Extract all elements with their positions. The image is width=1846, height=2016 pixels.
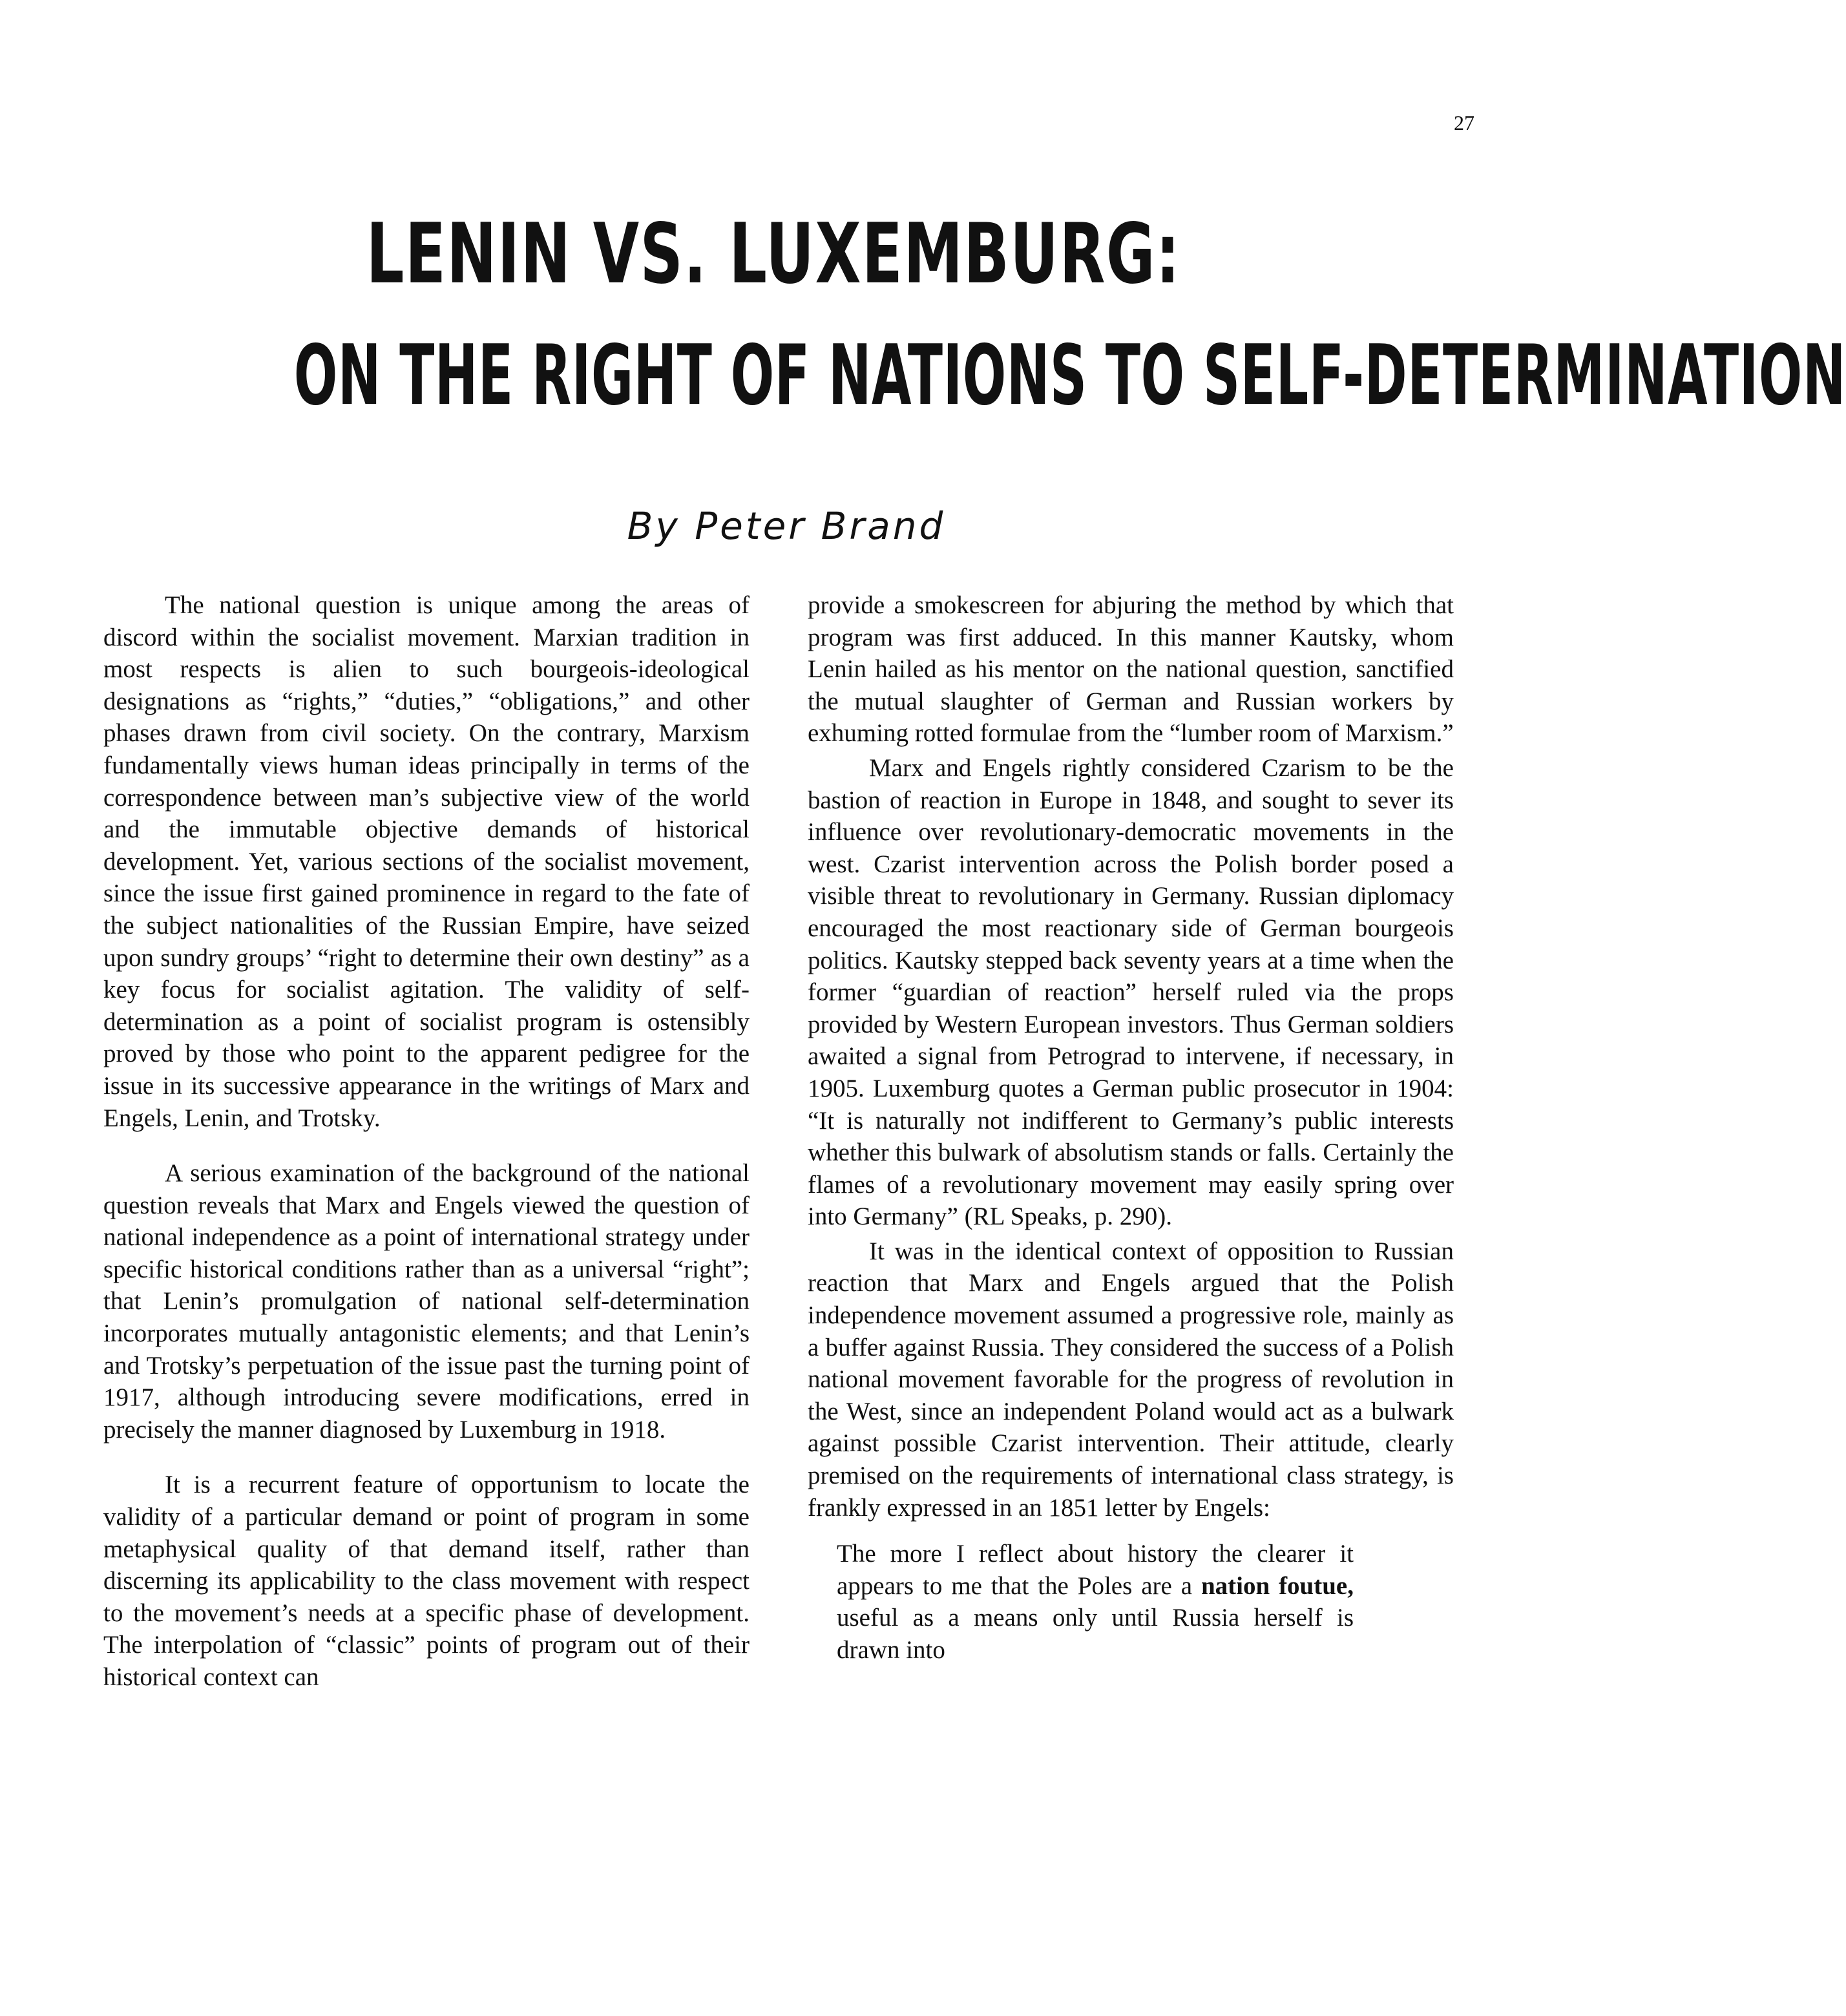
engels-quote <box>837 1538 1354 1666</box>
quote-text-start: The more I reflect about history the clearer it appears to me that the Poles are a <box>837 1540 1354 1600</box>
paragraph-polish-independence: It was in the identical context of opposition to Russian reaction that Marx and Engels argued that the Polish independence movement assumed a progressive role, mainly as a buffer against Russia. They considered the success of a Polish national movement favorable for the progress of revolution in the West, since an independent Poland would act as a bulwark against possible Czarist intervention. Their attitude, clearly premised on the requirements of international class strategy, is frankly expressed in an 1851 letter by Engels: <box>808 1237 1454 1522</box>
right-column <box>808 589 1454 1666</box>
paragraph-3: It is a recurrent feature of opportunism to locate the validity of a particular demand or point of program in some metaphysical quality of that demand itself, rather than discerning its applicability to the class movement with respect to the movement’s needs at a specific phase of development. The interpolation of “classic” points of program out of their historical context can <box>103 1471 750 1691</box>
byline: By Peter Brand <box>627 504 946 548</box>
paragraph-2: A serious examination of the background of the national question reveals that Marx and Engels viewed the question of national independence as a point of international strategy under specific historical conditions rather than as a universal “right”; that Lenin’s promulgation of national self-determination incorporates mutually antagonistic elements; and that Lenin’s and Trotsky’s perpetuation of the issue past the turning point of 1917, although introducing severe modifications, erred in precisely the manner diagnosed by Luxemburg in 1918. <box>103 1159 750 1444</box>
title-line-1: LENIN VS. LUXEMBURG: <box>366 206 1181 302</box>
title-line-2: ON THE RIGHT OF NATIONS TO SELF-DETERMINATION <box>293 328 1846 424</box>
left-column <box>103 589 750 1717</box>
paragraph-1: The national question is unique among the areas of discord within the socialist movement. Marxian tradition in most respects is alien to such bourgeois-ideological designations as “rights,” “duties,” “obligations,” and other phases drawn from civil society. On the contrary, Marxism fundamentally views human ideas principally in terms of the correspondence between man’s subjective view of the world and the immutable objective demands of historical development. Yet, various sections of the socialist movement, since the issue first gained prominence in regard to the fate of the subject nationalities of the Russian Empire, have seized upon sundry groups’ “right to determine their own destiny” as a key focus for socialist agitation. The validity of self-determination as a point of socialist program is ostensibly proved by those who point to the apparent pedigree for the issue in its successive appearance in the writings of Marx and Engels, Lenin, and Trotsky. <box>103 591 750 1132</box>
quote-text-end: useful as a means only until Russia herself is drawn into <box>837 1604 1354 1664</box>
page-number: 27 <box>1454 111 1474 134</box>
quote-emphasis: nation foutue, <box>1201 1571 1354 1600</box>
paragraph-continued: provide a smokescreen for abjuring the method by which that program was first adduced. In this manner Kautsky, whom Lenin hailed as his mentor on the national question, sanctified the mutual slaughter of German and Russian workers by exhuming rotted formulae from the “lumber room of Marxism.” <box>808 591 1454 748</box>
paragraph-czarism: Marx and Engels rightly considered Czarism to be the bastion of reaction in Europe in 1848, and sought to sever its influence over revolutionary-democratic movements in the west. Czarist intervention across the Polish border posed a visible threat to revolutionary in Germany. Russian diplomacy encouraged the most reactionary side of German bourgeois politics. Kautsky stepped back seventy years at a time when the former “guardian of reaction” herself ruled via the props provided by Western European investors. Thus German soldiers awaited a signal from Petrograd to intervene, if necessary, in 1905. Luxemburg quotes a German public prosecutor in 1904: “It is naturally not indifferent to Germany’s public interests whether this bulwark of absolutism stands or falls. Certainly the flames of a revolutionary movement may easily spring over into Germany” (RL Speaks, p. 290). <box>808 753 1454 1231</box>
article-title <box>0 206 1846 424</box>
